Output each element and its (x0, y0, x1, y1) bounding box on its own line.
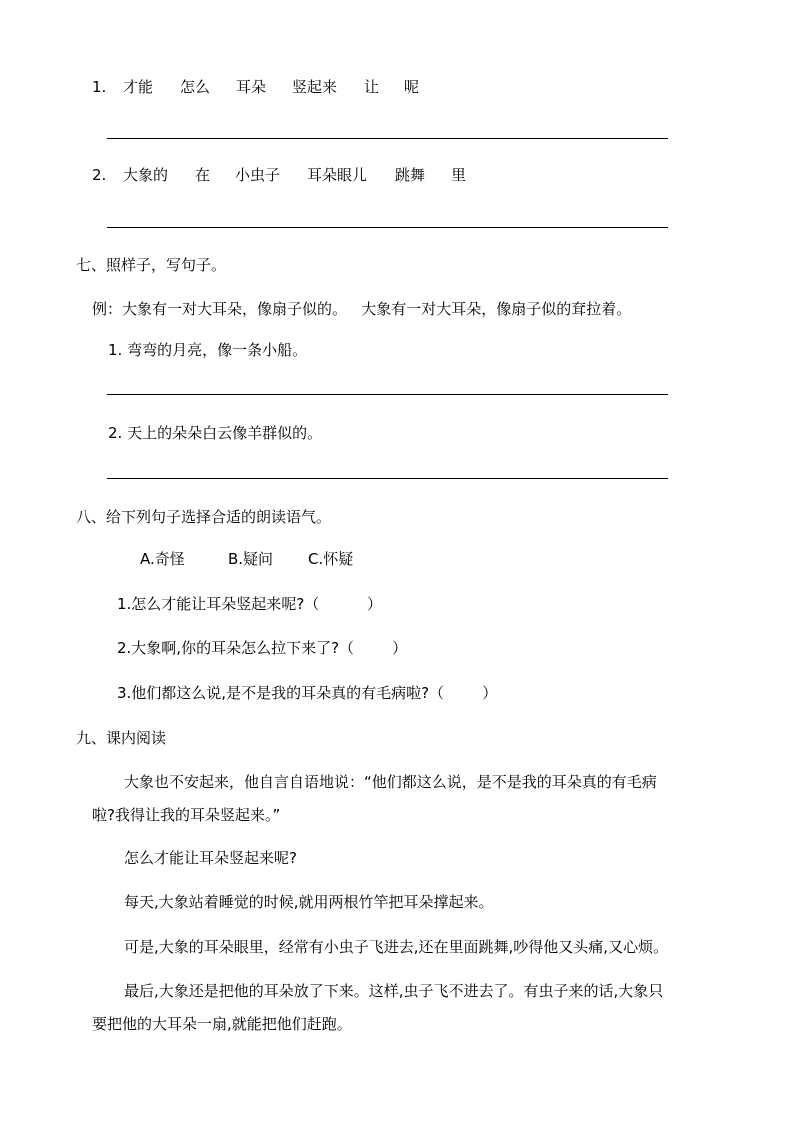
section8-options (140, 549, 353, 569)
option-c: C.怀疑 (308, 550, 354, 568)
reorder-item-2-number: 2. (92, 166, 107, 184)
word: 呢 (404, 78, 420, 96)
option-b: B.疑问 (228, 550, 274, 568)
reorder-item-2-words (123, 165, 466, 185)
section7-item-1: 1. 弯弯的月亮，像一条小船。 (108, 341, 308, 359)
section9-heading: 九、课内阅读 (76, 729, 167, 747)
answer-line[interactable] (107, 227, 668, 228)
reading-p3: 每天,大象站着睡觉的时候,就用两根竹竿把耳朵撑起来。 (124, 893, 494, 911)
reading-p2: 怎么才能让耳朵竖起来呢? (124, 849, 297, 867)
reorder-item-1-words (123, 77, 419, 97)
section8-item-3: 3.他们都这么说,是不是我的耳朵真的有毛病啦?（ ） (117, 684, 498, 702)
section8-heading: 八、给下列句子选择合适的朗读语气。 (76, 508, 332, 526)
section8-item-1: 1.怎么才能让耳朵竖起来呢?（ ） (117, 595, 382, 613)
word: 让 (364, 78, 380, 96)
word: 小虫子 (235, 166, 281, 184)
answer-line[interactable] (107, 138, 668, 139)
word: 怎么 (180, 78, 211, 96)
word: 在 (195, 166, 211, 184)
reading-p4: 可是,大象的耳朵眼里，经常有小虫子飞进去,还在里面跳舞,吵得他又头痛,又心烦。 (124, 938, 669, 956)
reading-p5-line1: 最后,大象还是把他的耳朵放了下来。这样,虫子飞不进去了。有虫子来的话,大象只 (124, 982, 664, 1000)
word: 耳朵 (236, 78, 267, 96)
word: 跳舞 (395, 166, 426, 184)
reading-p1-line1: 大象也不安起来，他自言自语地说：“他们都这么说，是不是我的耳朵真的有毛病 (124, 773, 657, 791)
reading-p5-line2: 要把他的大耳朵一扇,就能把他们赶跑。 (92, 1015, 352, 1033)
section7-example: 例：大象有一对大耳朵，像扇子似的。 大象有一对大耳朵，像扇子似的耷拉着。 (92, 300, 632, 318)
option-a: A.奇怪 (140, 550, 185, 568)
answer-line[interactable] (107, 478, 668, 479)
word: 里 (451, 166, 467, 184)
section7-heading: 七、照样子，写句子。 (76, 256, 227, 274)
answer-line[interactable] (107, 394, 668, 395)
word: 才能 (123, 78, 154, 96)
word: 大象的 (123, 166, 169, 184)
word: 耳朵眼儿 (307, 166, 368, 184)
section7-item-2: 2. 天上的朵朵白云像羊群似的。 (108, 424, 323, 442)
section8-item-2: 2.大象啊,你的耳朵怎么拉下来了?（ ） (117, 639, 408, 657)
word: 竖起来 (292, 78, 338, 96)
reorder-item-1-number: 1. (92, 78, 107, 96)
reading-p1-line2: 啦?我得让我的耳朵竖起来。” (92, 806, 281, 824)
